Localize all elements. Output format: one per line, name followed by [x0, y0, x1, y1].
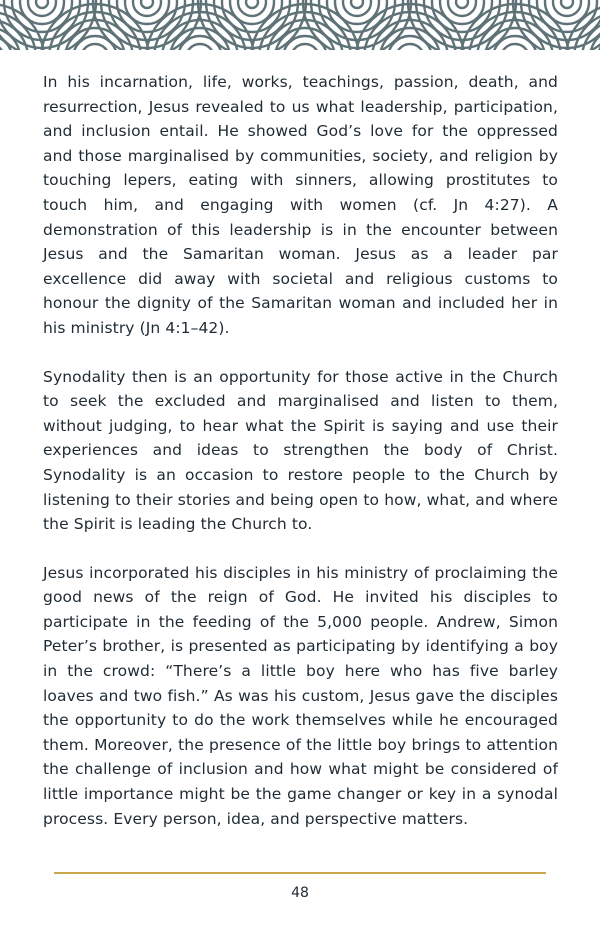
pattern-arc	[81, 44, 109, 50]
pattern-arc	[246, 0, 258, 8]
pattern-arc	[186, 44, 214, 50]
paragraph-incarnation: In his incarnation, life, works, teachings, passion, death, and resurrection, Jesus revealed to us what leadership, participation, and inclusion entail. He showed God’s love for the oppressed and those marginalised by communities, society, and religion by touching lepers, eating with sinners, allowing prostitutes to touch him, and engaging with women (cf. Jn 4:27). A demonstration of this leadership is in the encounter between Jesus and the Samaritan woman. Jesus as a leader par excellence did away with societal and religious customs to honour the dignity of the Samaritan woman and included her in his ministry (Jn 4:1–42).	[43, 73, 558, 337]
pattern-arc	[561, 0, 573, 8]
header-pattern	[0, 0, 600, 50]
pattern-arc	[36, 0, 48, 8]
page-number: 48	[291, 885, 309, 901]
concentric-arc-pattern-icon	[0, 0, 600, 50]
pattern-arc	[501, 44, 529, 50]
pattern-arc	[0, 44, 4, 50]
footer-rule	[54, 872, 546, 874]
paragraph-synodality: Synodality then is an opportunity for those active in the Church to seek the excluded and marginalised and listen to them, without judging, to hear what the Spirit is saying and use their experiences and ideas to strengthen the body of Christ. Synodality is an occasion to restore people to the Church by listening to their stories and being open to how, what, and where the Spirit is leading the Church to.	[43, 367, 558, 534]
pattern-arc	[291, 44, 319, 50]
pattern-arc	[456, 0, 468, 8]
page-body	[43, 70, 558, 855]
pattern-arc	[141, 0, 153, 8]
pattern-arc	[351, 0, 363, 8]
paragraph-disciples: Jesus incorporated his disciples in his ministry of proclaiming the good news of the reign of God. He invited his disciples to participate in the feeding of the 5,000 people. Andrew, Simon Peter’s brother, is presented as participating by identifying a boy in the crowd: “There’s a little boy here who has five barley loaves and two fish.” As was his custom, Jesus gave the disciples the opportunity to do the work themselves while he encouraged them. Moreover, the presence of the little boy brings to attention the challenge of inclusion and how what might be considered of little importance might be the game changer or key in a synodal process. Every person, idea, and perspective matters.	[43, 563, 558, 828]
pattern-arc	[396, 44, 424, 50]
